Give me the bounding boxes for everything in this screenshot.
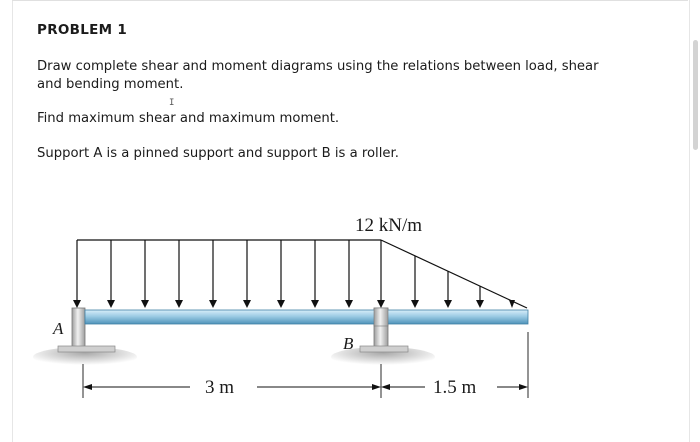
- load-arrow-head: [509, 300, 515, 308]
- load-taper-line: [381, 240, 527, 308]
- support-b-label: B: [343, 334, 354, 353]
- load-arrow-head: [444, 300, 452, 308]
- problem-find: Find maximum shear and maximum moment.: [37, 111, 340, 126]
- load-arrow-head: [277, 300, 285, 308]
- support-a-label: A: [53, 319, 64, 338]
- load-arrow-head: [243, 300, 251, 308]
- load-arrow-head: [311, 300, 319, 308]
- support-b-cap: [374, 308, 388, 326]
- load-intensity-label: 12 kN/m: [355, 215, 423, 236]
- distributed-load: [73, 240, 527, 308]
- problem-instruction: Draw complete shear and moment diagrams using the relations between load, shear and bending moment.: [37, 59, 599, 92]
- load-arrow-head: [73, 300, 81, 308]
- load-arrow-head: [377, 300, 385, 308]
- load-arrow-head: [209, 300, 217, 308]
- load-arrow-head: [141, 300, 149, 308]
- text-cursor-icon: I: [169, 98, 175, 108]
- load-arrow-head: [345, 300, 353, 308]
- load-arrow-head: [476, 300, 484, 308]
- load-arrow-head: [175, 300, 183, 308]
- beam: [85, 310, 528, 324]
- load-arrow-head: [107, 300, 115, 308]
- problem-heading: PROBLEM 1: [37, 22, 128, 38]
- span-ab-label: 3 m: [205, 377, 235, 398]
- load-arrows: [73, 240, 515, 308]
- overhang-label: 1.5 m: [433, 377, 477, 398]
- load-arrow-head: [411, 300, 419, 308]
- support-note: Support A is a pinned support and support B is a roller.: [37, 146, 399, 161]
